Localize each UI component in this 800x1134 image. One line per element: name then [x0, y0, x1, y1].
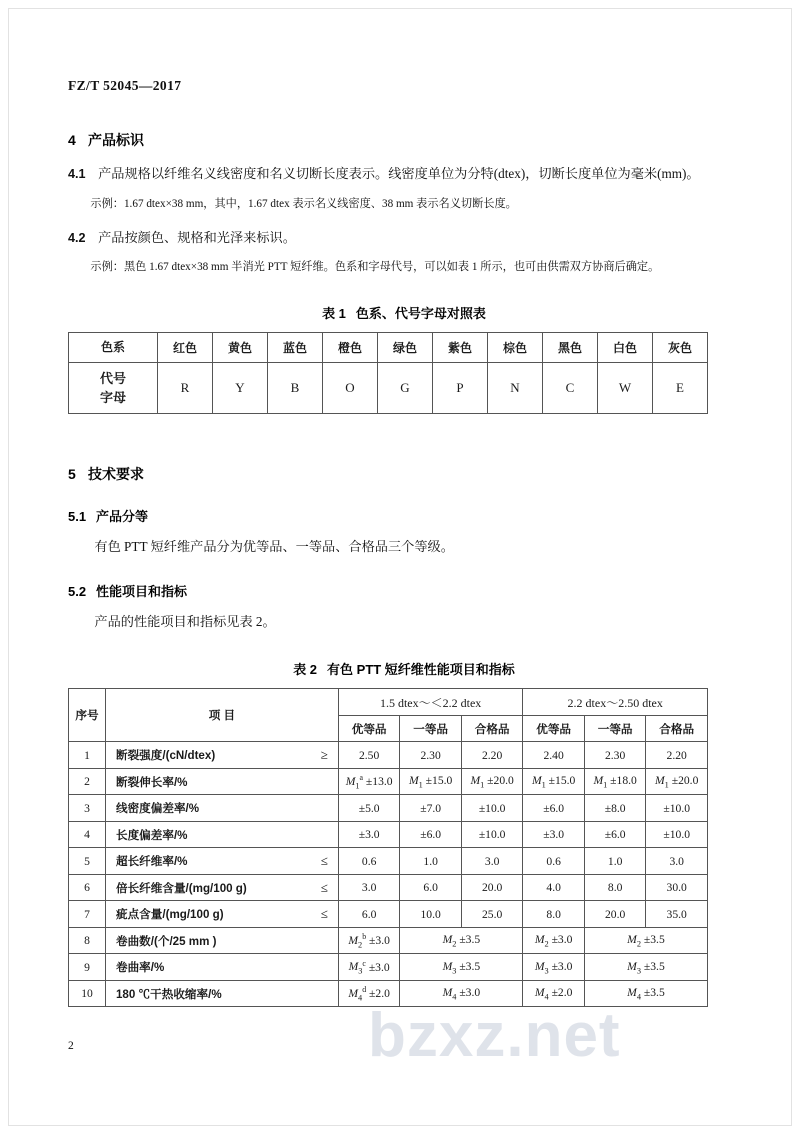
table-1-code-cell: G	[378, 363, 433, 414]
table-2-item-label: 超长纤维率/%	[115, 855, 188, 869]
table-2-head	[69, 689, 708, 742]
paragraph-4-2	[68, 227, 740, 250]
table-2-caption-number: 表 2	[293, 662, 318, 678]
table-2-cell-value: $M_3 \pm 3.0$	[523, 954, 585, 981]
table-2-item-label: 疵点含量/(mg/100 g)	[115, 908, 224, 922]
table-1-row-label-code	[69, 363, 158, 414]
table-2-cell-value: $M_2^b \pm 3.0$	[338, 927, 400, 954]
table-2-cell-value: ±7.0	[400, 795, 462, 822]
table-2-header-group-1: 1.5 dtex～＜2.2 dtex	[338, 689, 523, 716]
table-2-cell-value: 1.0	[400, 848, 462, 875]
paragraph-4-1-number: 4.1	[68, 167, 86, 181]
heading-section-5-1	[68, 506, 740, 525]
paragraph-4-2-number: 4.2	[68, 230, 86, 245]
table-2-cell-value: $M_1 \pm 15.0$	[523, 768, 585, 795]
table-row	[69, 980, 708, 1007]
table-2-cell-value: 35.0	[646, 901, 708, 928]
table-2-cell-no: 1	[69, 742, 106, 769]
heading-4-number: 4	[68, 132, 76, 148]
table-1-code-cell: B	[268, 363, 323, 414]
table-2-caption-title: 有色 PTT 短纤维性能项目和指标	[327, 662, 515, 678]
table-2-cell-value: ±6.0	[523, 795, 585, 822]
table-2-cell-value: 2.20	[646, 742, 708, 769]
heading-5-1-title: 产品分等	[96, 509, 149, 525]
table-2-cell-item	[105, 927, 338, 954]
table-1-color-cell: 红色	[158, 333, 213, 363]
table-1-color-cell: 橙色	[323, 333, 378, 363]
table-2-header-grade: 优等品	[338, 715, 400, 742]
example-4-1: 示例：1.67 dtex×38 mm，其中，1.67 dtex 表示名义线密度、38 mm 表示名义切断长度。	[90, 197, 517, 210]
table-2-cell-value: 2.30	[584, 742, 646, 769]
table-2-item-label: 断裂强度/(cN/dtex)	[115, 749, 216, 763]
table-2-cell-no: 6	[69, 874, 106, 901]
table-2-cell-value: $M_1^a \pm 13.0$	[338, 768, 400, 795]
table-2-cell-value: 2.40	[523, 742, 585, 769]
table-1-caption-title: 色系、代号字母对照表	[355, 306, 486, 322]
table-1-color-cell: 紫色	[433, 333, 488, 363]
table-2-item-label: 断裂伸长率/%	[115, 775, 188, 789]
table-2-cell-value: ±10.0	[461, 795, 523, 822]
table-2-cell-item	[105, 874, 338, 901]
paragraph-4-2-text: 产品按颜色、规格和光泽来标识。	[98, 229, 296, 245]
table-1-row-label-code-line2: 字母	[99, 390, 126, 406]
table-2-cell-no: 4	[69, 821, 106, 848]
table-2-cell-item	[105, 980, 338, 1007]
table-2-cell-value: $M_1 \pm 20.0$	[646, 768, 708, 795]
table-2-cell-value: 3.0	[338, 874, 400, 901]
table-2-cell-value: 10.0	[400, 901, 462, 928]
paragraph-4-1	[68, 163, 740, 186]
table-row	[69, 874, 708, 901]
paragraph-4-1-text: 产品规格以纤维名义线密度和名义切断长度表示。线密度单位为分特(dtex)，切断长度单位为毫米(mm)。	[98, 166, 700, 181]
heading-4-title: 产品标识	[88, 132, 144, 148]
table-2-cell-item	[105, 821, 338, 848]
table-2-item-label: 线密度偏差率/%	[115, 802, 200, 816]
table-1-code-cell: N	[488, 363, 543, 414]
table-2-item-operator: ≥	[320, 747, 328, 763]
table-row	[69, 821, 708, 848]
table-1-code-cell: P	[433, 363, 488, 414]
table-1-color-cell: 绿色	[378, 333, 433, 363]
table-2-cell-value: $M_1 \pm 20.0$	[461, 768, 523, 795]
table-2-cell-value: 2.30	[400, 742, 462, 769]
table-2-cell-value: 25.0	[461, 901, 523, 928]
table-2-cell-value: 1.0	[584, 848, 646, 875]
table-2-cell-item	[105, 901, 338, 928]
table-row	[69, 768, 708, 795]
table-2-cell-value: 6.0	[400, 874, 462, 901]
table-1-color-cell: 蓝色	[268, 333, 323, 363]
table-2-cell-value: ±10.0	[461, 821, 523, 848]
table-2-cell-no: 8	[69, 927, 106, 954]
table-2-header-grade: 一等品	[584, 715, 646, 742]
table-2-cell-item	[105, 848, 338, 875]
table-row	[69, 927, 708, 954]
table-2-header-group-2: 2.2 dtex～2.50 dtex	[523, 689, 708, 716]
table-2-cell-value: 8.0	[584, 874, 646, 901]
watermark: bzxz.net	[368, 1001, 621, 1070]
table-1-body	[69, 333, 708, 414]
table-2-item-operator: ≤	[320, 906, 328, 922]
table-2-cell-no: 9	[69, 954, 106, 981]
table-2-cell-value: $M_3 \pm 3.5$	[584, 954, 707, 981]
table-2-cell-value: ±3.0	[338, 821, 400, 848]
table-1-code-cell: O	[323, 363, 378, 414]
table-2-cell-value: $M_1 \pm 18.0$	[584, 768, 646, 795]
table-2-cell-value: $M_4^d \pm 2.0$	[338, 980, 400, 1007]
table-2-item-label: 倍长纤维含量/(mg/100 g)	[115, 881, 247, 895]
table-2-header-no: 序号	[69, 689, 106, 742]
table-1-row-label-code-line1: 代号	[99, 370, 126, 386]
table-2-header-grade: 一等品	[400, 715, 462, 742]
table-2-item-label: 卷曲数/(个/25 mm )	[115, 934, 217, 948]
table-2-cell-value: $M_2 \pm 3.0$	[523, 927, 585, 954]
table-2-cell-value: $M_4 \pm 3.0$	[400, 980, 523, 1007]
table-2-cell-value: $M_3 \pm 3.5$	[400, 954, 523, 981]
table-2-cell-value: 8.0	[523, 901, 585, 928]
heading-section-5	[68, 464, 740, 484]
table-2-performance	[68, 688, 708, 1007]
table-1-code-cell: Y	[213, 363, 268, 414]
table-2-cell-value: ±8.0	[584, 795, 646, 822]
table-1-color-codes	[68, 332, 708, 414]
heading-5-2-title: 性能项目和指标	[96, 583, 188, 599]
table-2-cell-value: ±5.0	[338, 795, 400, 822]
heading-section-4	[68, 130, 740, 150]
heading-section-5-2	[68, 581, 740, 600]
table-row	[69, 363, 708, 414]
page-folio: 2	[68, 1040, 74, 1052]
table-1-row-label-color: 色系	[69, 333, 158, 363]
table-2-header-grade: 合格品	[646, 715, 708, 742]
table-2-body	[69, 742, 708, 1007]
table-1-code-cell: E	[653, 363, 708, 414]
table-1-color-cell: 黄色	[213, 333, 268, 363]
table-2-item-label: 长度偏差率/%	[115, 828, 188, 842]
table-2-cell-value: 4.0	[523, 874, 585, 901]
table-1-color-cell: 灰色	[653, 333, 708, 363]
table-2-cell-item	[105, 795, 338, 822]
paragraph-5-1-body: 有色 PTT 短纤维产品分为优等品、一等品、合格品三个等级。	[94, 539, 454, 555]
table-2-cell-value: 2.20	[461, 742, 523, 769]
table-2-cell-value: 3.0	[461, 848, 523, 875]
table-1-color-cell: 棕色	[488, 333, 543, 363]
table-1-color-cell: 白色	[598, 333, 653, 363]
table-row	[69, 689, 708, 716]
table-2-cell-value: ±10.0	[646, 821, 708, 848]
table-2-cell-value: 6.0	[338, 901, 400, 928]
table-2-cell-no: 7	[69, 901, 106, 928]
table-2-cell-value: $M_3^c \pm 3.0$	[338, 954, 400, 981]
table-2-cell-item	[105, 768, 338, 795]
table-2-item-operator: ≤	[320, 853, 328, 869]
table-2-cell-value: $M_2 \pm 3.5$	[400, 927, 523, 954]
table-2-item-label: 卷曲率/%	[115, 961, 165, 975]
table-2-cell-no: 10	[69, 980, 106, 1007]
heading-5-2-number: 5.2	[68, 583, 87, 599]
table-2-cell-value: 3.0	[646, 848, 708, 875]
table-1-code-cell: W	[598, 363, 653, 414]
paragraph-5-2-body: 产品的性能项目和指标见表 2。	[94, 613, 276, 629]
table-2-cell-value: ±10.0	[646, 795, 708, 822]
table-2-caption	[68, 659, 740, 678]
table-2-cell-value: $M_4 \pm 2.0$	[523, 980, 585, 1007]
table-2-cell-no: 3	[69, 795, 106, 822]
table-2-cell-value: ±6.0	[400, 821, 462, 848]
document-code: FZ/T 52045—2017	[68, 78, 182, 93]
table-2-cell-value: 0.6	[523, 848, 585, 875]
table-2-cell-no: 5	[69, 848, 106, 875]
table-2-header-grade: 合格品	[461, 715, 523, 742]
table-1-caption	[68, 303, 740, 322]
table-row	[69, 795, 708, 822]
heading-5-number: 5	[68, 466, 76, 483]
table-row	[69, 333, 708, 363]
table-1-caption-number: 表 1	[322, 306, 346, 322]
table-1-code-cell: C	[543, 363, 598, 414]
table-2-cell-item	[105, 954, 338, 981]
table-2-item-label: 180 ℃干热收缩率/%	[115, 987, 222, 1001]
table-2-cell-value: ±6.0	[584, 821, 646, 848]
table-row	[69, 742, 708, 769]
heading-5-title: 技术要求	[88, 466, 144, 483]
table-2-cell-item	[105, 742, 338, 769]
table-2-cell-value: $M_2 \pm 3.5$	[584, 927, 707, 954]
table-2-header-grade: 优等品	[523, 715, 585, 742]
page-content	[68, 78, 740, 1007]
table-2-item-operator: ≤	[320, 879, 328, 895]
table-row	[69, 848, 708, 875]
heading-5-1-number: 5.1	[68, 509, 87, 525]
table-2-cell-value: ±3.0	[523, 821, 585, 848]
table-2-cell-value: $M_1 \pm 15.0$	[400, 768, 462, 795]
table-row	[69, 901, 708, 928]
table-2-cell-value: 0.6	[338, 848, 400, 875]
table-2-cell-value: 2.50	[338, 742, 400, 769]
table-2-cell-value: 20.0	[461, 874, 523, 901]
table-row	[69, 954, 708, 981]
table-2-header-item: 项 目	[105, 689, 338, 742]
table-2-cell-no: 2	[69, 768, 106, 795]
table-1-color-cell: 黑色	[543, 333, 598, 363]
example-4-2: 示例：黑色 1.67 dtex×38 mm 半消光 PTT 短纤维。色系和字母代号，可以如表 1 所示，也可由供需双方协商后确定。	[90, 261, 660, 274]
table-2-cell-value: 20.0	[584, 901, 646, 928]
table-2-cell-value: $M_4 \pm 3.5$	[584, 980, 707, 1007]
table-2-cell-value: 30.0	[646, 874, 708, 901]
table-1-code-cell: R	[158, 363, 213, 414]
